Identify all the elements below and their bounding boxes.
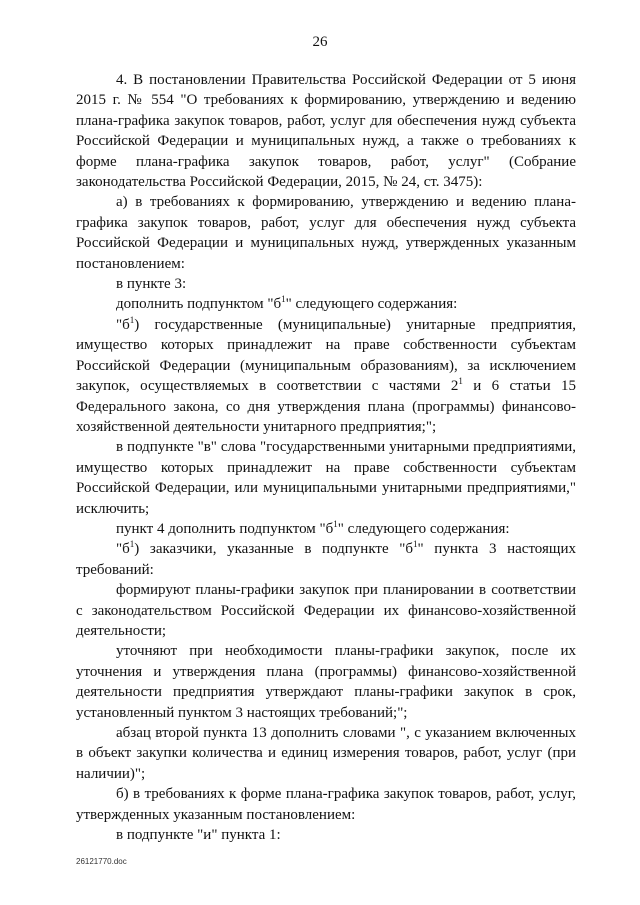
page-number: 26 [312, 34, 328, 50]
text-span: " пункта 3 настоящих требований: [76, 541, 576, 578]
text-span: "б [116, 541, 130, 558]
text-span: ) заказчики, указанные в подпункте "б [134, 541, 414, 558]
paragraph-clarify: уточняют при необходимости планы-графики закупок, после их уточнения и утверждения плана (программы) финансово-хозяйственной деятельности предприятия утверждают планы-графики закупок в срок, установленный пунктом 3 настоящих требований;"; [76, 643, 576, 721]
text-span: дополнить подпунктом "б [116, 296, 282, 313]
superscript: 1 [333, 518, 338, 529]
document-body [76, 70, 576, 845]
text-span: и 6 статьи 15 Федерального закона, со дня утверждения плана (программы) финансово-хозяйственной деятельности унитарного предприятия;"; [76, 378, 577, 435]
paragraph-subitem-v: в подпункте "в" слова "государственными унитарными предприятиями, имущество которых принадлежит на праве собственности субъектам Российской Федерации, или муниципальными унитарными предприятиями," исключить; [76, 439, 576, 517]
paragraph-item4 [76, 519, 576, 539]
text-span: "б [116, 316, 130, 333]
paragraph-form: формируют планы-графики закупок при планировании в соответствии с законодательством Российской Федерации их финансово-хозяйственной деятельности; [76, 582, 576, 639]
superscript: 1 [129, 314, 135, 325]
superscript: 1 [281, 294, 286, 305]
paragraph-b1-customers [76, 539, 576, 580]
paragraph-b: б) в требованиях к форме плана-графика закупок товаров, работ, услуг, утвержденных указанным постановлением: [76, 786, 576, 823]
text-span: ) государственные (муниципальные) унитарные предприятия, имущество которых принадлежит на праве собственности субъектам Российской Федерации (муниципальным образованиям), за исключением закупок, осуществляемых в соответствии с частями 2 [76, 316, 576, 395]
superscript: 1 [458, 376, 463, 387]
text-span: " следующего содержания: [285, 296, 458, 313]
footer-filename: 26121770.doc [76, 857, 127, 866]
paragraph-4: 4. В постановлении Правительства Российской Федерации от 5 июня 2015 г. № 554 "О требованиях к формированию, утверждению и ведению плана-графика закупок товаров, работ, услуг для обеспечения нужд субъекта Российской Федерации и муниципальных нужд, а также о требованиях к форме плана-графика закупок товаров, работ, услуг" (Собрание законодательства Российской Федерации, 2015, № 24, ст. 3475): [76, 72, 576, 191]
text-span: " следующего содержания: [337, 520, 510, 537]
paragraph-add-subitem [76, 294, 576, 314]
paragraph-b1-enterprises [76, 315, 576, 437]
paragraph-item3: в пункте 3: [116, 276, 187, 293]
paragraph-a: а) в требованиях к формированию, утверждению и ведению плана-графика закупок товаров, работ, услуг для обеспечения нужд субъекта Российской Федерации и муниципальных нужд, утвержденных указанным постановлением: [76, 194, 576, 272]
superscript: 1 [129, 539, 135, 550]
text-span: пункт 4 дополнить подпунктом "б [116, 520, 334, 537]
paragraph-subitem-i: в подпункте "и" пункта 1: [116, 827, 281, 844]
paragraph-item13: абзац второй пункта 13 дополнить словами ", с указанием включенных в объект закупки количества и единиц измерения товаров, работ, услуг (при наличии)"; [76, 725, 576, 782]
superscript: 1 [413, 539, 418, 550]
